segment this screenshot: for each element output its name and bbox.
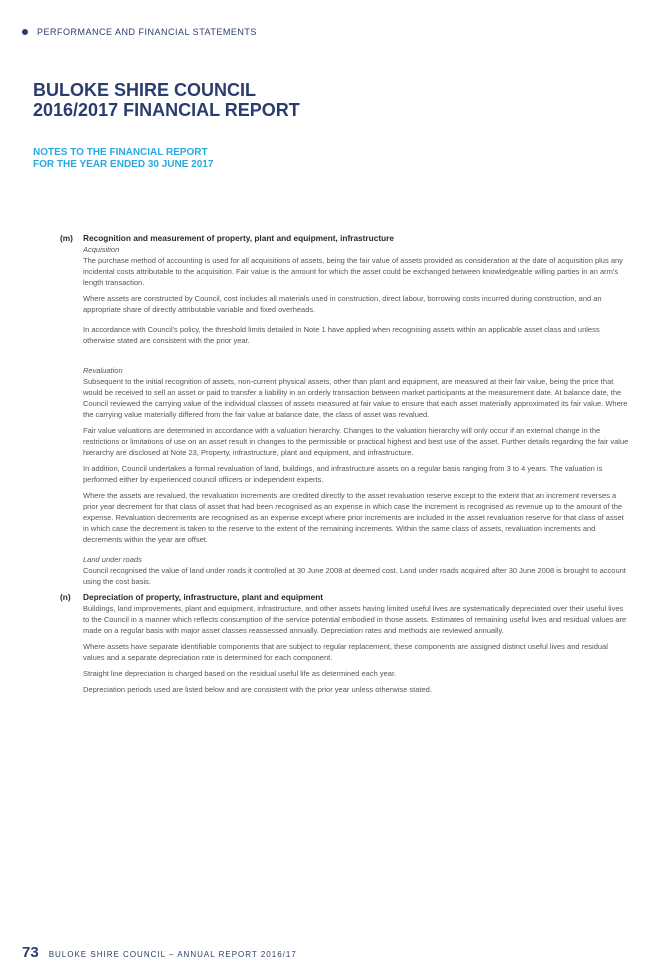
notes-heading bbox=[33, 147, 213, 171]
section-n-heading bbox=[0, 592, 660, 603]
section-m-body bbox=[83, 244, 630, 587]
revaluation-paragraph-2: Fair value valuations are determined in accordance with a valuation hierarchy. Changes to the valuation hierarchy will only occur if an external change in the restrictions or limitations of use on an asset result in changes to the permissible or practical highest and best use of the asset. Further details regarding the fair value hierarchy are disclosed at Note 23, Property, infrastructure, plant and equipment, and infrastructure. bbox=[83, 426, 629, 457]
revaluation-paragraph-1: Subsequent to the initial recognition of assets, non-current physical assets, other than plant and equipment, are measured at their fair value, being the price that would be received to sell an asset or paid to transfer a liability in an orderly transaction between market participants at the measurement date. At balance date, the Council reviewed the carrying value of the individual classes of assets measured at fair value to ensure that each asset materially approximated its fair value. Where the carrying value materially differed from the fair value at balance date, the class of asset was revalued. bbox=[83, 377, 628, 419]
notes-heading-line1: NOTES TO THE FINANCIAL REPORT bbox=[33, 147, 208, 158]
acquisition-paragraph-3: In accordance with Council's policy, the threshold limits detailed in Note 1 have applied when recognising assets within an applicable asset class and unless otherwise stated are consistent with the prior year. bbox=[83, 325, 600, 345]
section-m-letter: (m) bbox=[60, 233, 73, 243]
acquisition-paragraph-2: Where assets are constructed by Council, cost includes all materials used in construction, direct labour, borrowing costs incurred during construction, and an appropriate share of directly attributable variable and fixed overheads. bbox=[83, 294, 602, 314]
acquisition-paragraph-1: The purchase method of accounting is used for all acquisitions of assets, being the fair value of assets provided as consideration at the date of acquisition plus any incidental costs attributable to the acquisition. Fair value is the amount for which the asset could be exchanged between knowledgeable willing parties in an arm's length transaction. bbox=[83, 256, 623, 287]
section-label: PERFORMANCE AND FINANCIAL STATEMENTS bbox=[37, 27, 257, 37]
section-n-title: Depreciation of property, infrastructure, plant and equipment bbox=[83, 592, 324, 602]
land-under-roads-paragraph: Council recognised the value of land under roads it controlled at 30 June 2008 at deemed cost. Land under roads acquired after 30 June 2008 is brought to account using the cost basis. bbox=[83, 566, 626, 586]
revaluation-paragraph-4: Where the assets are revalued, the revaluation increments are credited directly to the asset revaluation reserve except to the extent that an increment reverses a prior year decrement for that class of asset that had been recognised as an expense in which case the increment is recognised as revenue up to the amount of the expense. Revaluation decrements are recognised as an expense except where prior increments are included in the asset revaluation reserve for that class of asset in which case the decrement is taken to the reserve to the extent of the remaining increments. Within the same class of assets, revaluation increments and decrements within the year are offset. bbox=[83, 491, 624, 544]
acquisition-heading: Acquisition bbox=[83, 245, 120, 254]
section-header bbox=[22, 27, 257, 37]
report-title-line2: 2016/2017 FINANCIAL REPORT bbox=[33, 100, 300, 120]
footer-text: BULOKE SHIRE COUNCIL – ANNUAL REPORT 2016/17 bbox=[48, 950, 297, 959]
bullet-dot-icon bbox=[22, 29, 28, 35]
report-title-line1: BULOKE SHIRE COUNCIL bbox=[33, 80, 257, 100]
notes-content bbox=[0, 233, 660, 700]
section-m-title: Recognition and measurement of property, plant and equipment, infrastructure bbox=[83, 233, 395, 243]
revaluation-paragraph-3: In addition, Council undertakes a formal revaluation of land, buildings, and infrastructure assets on a regular basis ranging from 3 to 4 years. The valuation is performed either by experienced council officers or independent experts. bbox=[83, 464, 603, 484]
section-n-letter: (n) bbox=[60, 592, 71, 602]
depreciation-paragraph-3: Straight line depreciation is charged based on the residual useful life as determined each year. bbox=[83, 669, 397, 678]
section-m-heading bbox=[0, 233, 660, 244]
report-title bbox=[33, 80, 300, 120]
page-footer bbox=[22, 944, 297, 961]
notes-heading-line2: FOR THE YEAR ENDED 30 JUNE 2017 bbox=[33, 159, 214, 170]
depreciation-paragraph-2: Where assets have separate identifiable components that are subject to regular replacement, these components are assigned distinct useful lives and residual values and a separate depreciation rate is determined for each component. bbox=[83, 642, 608, 662]
section-n-body bbox=[83, 603, 630, 695]
land-under-roads-heading: Land under roads bbox=[83, 555, 142, 564]
revaluation-heading: Revaluation bbox=[83, 366, 123, 375]
depreciation-paragraph-1: Buildings, land improvements, plant and equipment, infrastructure, and other assets having limited useful lives are systematically depreciated over their useful lives to the Council in a manner which reflects consumption of the service potential embodied in those assets. Estimates of remaining useful lives and residual values are made on a regular basis with major asset classes reassessed annually. Depreciation rates and methods are reviewed annually. bbox=[83, 604, 627, 635]
depreciation-paragraph-4: Depreciation periods used are listed below and are consistent with the prior year unless otherwise stated. bbox=[83, 685, 432, 694]
page-number: 73 bbox=[22, 944, 39, 961]
